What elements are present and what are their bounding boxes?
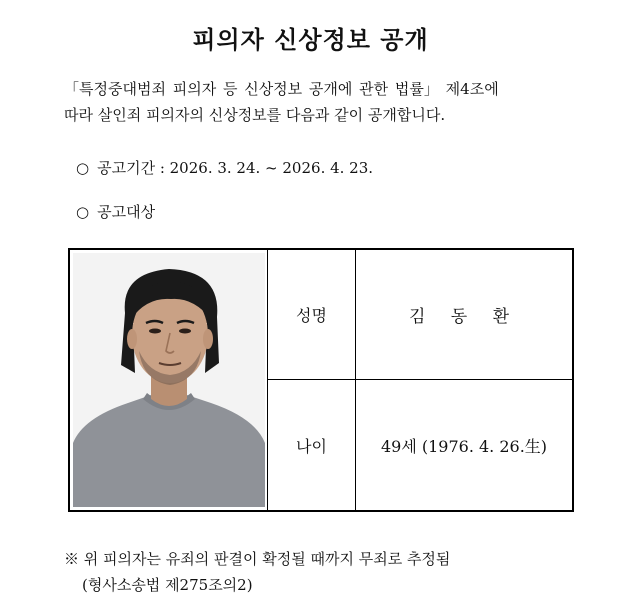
note-line-2: (형사소송법 제275조의2) (82, 576, 253, 594)
circle-bullet-icon: ○ (76, 202, 90, 221)
name-value-cell (356, 250, 572, 380)
name-label: 성명 (296, 306, 327, 325)
intro-line-1: 「특정중대범죄 피의자 등 신상정보 공개에 관한 법률」 제4조에 (64, 80, 499, 98)
notice-target-item (76, 201, 155, 222)
suspect-info-table (68, 248, 574, 512)
intro-line-2: 따라 살인죄 피의자의 신상정보를 다음과 같이 공개합니다. (64, 106, 446, 124)
name-value: 김 동 환 (408, 307, 520, 327)
age-label-cell (268, 380, 356, 510)
page-title: 피의자 신상정보 공개 (192, 26, 429, 54)
name-label-cell (268, 250, 356, 380)
age-value-cell (356, 380, 572, 510)
age-value: 49세 (1976. 4. 26.生) (380, 436, 548, 456)
notice-period-text: 공고기간 : 2026. 3. 24. ~ 2026. 4. 23. (97, 159, 374, 177)
note-line-1: ※ 위 피의자는 유죄의 판결이 확정될 때까지 무죄로 추정됨 (64, 550, 451, 568)
circle-bullet-icon: ○ (76, 158, 90, 177)
age-label: 나이 (296, 436, 327, 456)
presumption-note (64, 546, 584, 598)
notice-period-item (76, 157, 373, 178)
intro-paragraph (64, 76, 584, 128)
suspect-photo-cell (70, 250, 268, 510)
suspect-photo (73, 253, 265, 507)
notice-target-text: 공고대상 (97, 203, 156, 221)
